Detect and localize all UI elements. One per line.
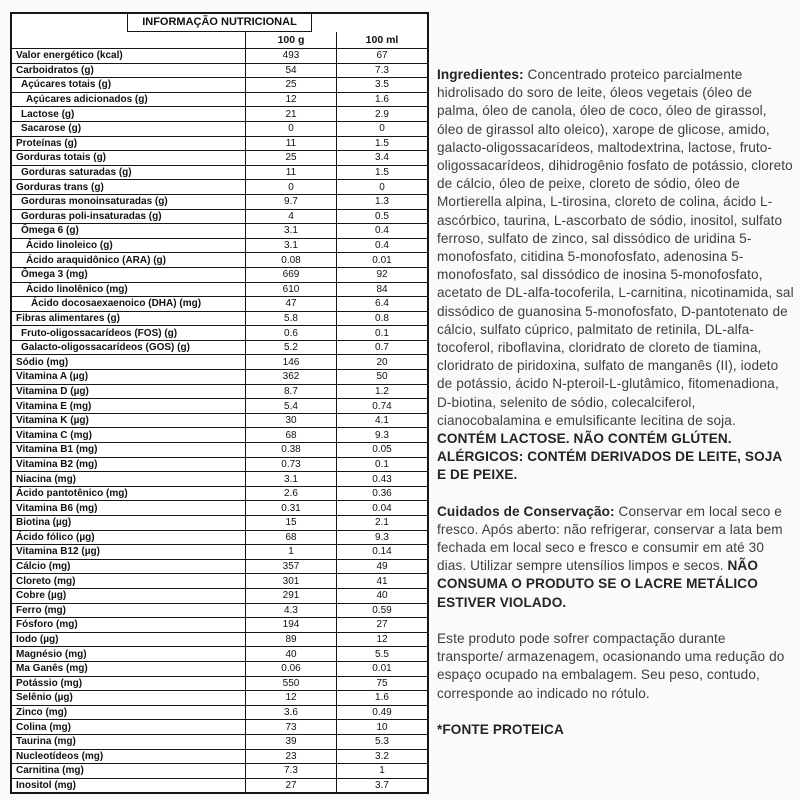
- value-100g: 493: [245, 49, 336, 63]
- table-row: [12, 369, 427, 384]
- value-100ml: 0.1: [336, 326, 427, 340]
- table-row: [12, 194, 427, 209]
- table-row: [12, 238, 427, 253]
- value-100g: 4: [245, 210, 336, 224]
- value-100ml: 0.1: [336, 458, 427, 472]
- value-100g: 362: [245, 370, 336, 384]
- table-row: [12, 48, 427, 63]
- row-label: Fruto-oligossacarídeos (FOS) (g): [21, 327, 178, 339]
- value-100g: 669: [245, 268, 336, 282]
- value-100ml: 10: [336, 720, 427, 734]
- column-header-empty: [12, 32, 245, 48]
- value-100ml: 5.3: [336, 735, 427, 749]
- table-row: [12, 603, 427, 618]
- table-row: [12, 661, 427, 676]
- value-100ml: 0.05: [336, 443, 427, 457]
- table-column-headers: [12, 32, 427, 48]
- row-label: Proteínas (g): [16, 137, 78, 149]
- value-100ml: 0.01: [336, 662, 427, 676]
- value-100ml: 1.2: [336, 385, 427, 399]
- value-100ml: 2.1: [336, 516, 427, 530]
- table-row: [12, 106, 427, 121]
- row-label: Ácido pantotênico (mg): [16, 488, 128, 500]
- value-100g: 47: [245, 297, 336, 311]
- value-100g: 0: [245, 122, 336, 136]
- value-100g: 0.6: [245, 326, 336, 340]
- value-100ml: 1: [336, 764, 427, 778]
- value-100ml: 9.3: [336, 531, 427, 545]
- value-100ml: 12: [336, 633, 427, 647]
- value-100ml: 49: [336, 560, 427, 574]
- value-100g: 146: [245, 355, 336, 369]
- value-100ml: 6.4: [336, 297, 427, 311]
- row-label: Vitamina B1 (mg): [16, 444, 98, 456]
- row-label: Biotina (µg): [16, 517, 72, 529]
- value-100g: 12: [245, 93, 336, 107]
- value-100g: 4.3: [245, 604, 336, 618]
- row-label: Ferro (mg): [16, 604, 66, 616]
- value-100g: 301: [245, 574, 336, 588]
- row-label: Ácido linolênico (mg): [26, 283, 128, 295]
- table-row: [12, 457, 427, 472]
- table-row: [12, 427, 427, 442]
- value-100ml: 1.5: [336, 166, 427, 180]
- row-label: Iodo (µg): [16, 634, 59, 646]
- table-row: [12, 530, 427, 545]
- value-100g: 23: [245, 750, 336, 764]
- value-100ml: 40: [336, 589, 427, 603]
- value-100ml: 0.8: [336, 312, 427, 326]
- value-100g: 9.7: [245, 195, 336, 209]
- value-100ml: 27: [336, 618, 427, 632]
- value-100ml: 0.36: [336, 487, 427, 501]
- value-100g: 25: [245, 151, 336, 165]
- table-row: [12, 165, 427, 180]
- value-100ml: 1.6: [336, 691, 427, 705]
- value-100ml: 3.7: [336, 779, 427, 793]
- value-100ml: 0.14: [336, 545, 427, 559]
- text-segment: *FONTE PROTEICA: [437, 721, 564, 737]
- row-label: Vitamina B6 (mg): [16, 502, 98, 514]
- value-100g: 68: [245, 428, 336, 442]
- row-label: Cobre (µg): [16, 590, 67, 602]
- table-row: [12, 588, 427, 603]
- value-100ml: 3.2: [336, 750, 427, 764]
- value-100ml: 20: [336, 355, 427, 369]
- value-100g: 194: [245, 618, 336, 632]
- table-row: [12, 223, 427, 238]
- value-100g: 0.73: [245, 458, 336, 472]
- table-row: [12, 705, 427, 720]
- table-row: [12, 500, 427, 515]
- value-100g: 54: [245, 64, 336, 78]
- row-label: Sódio (mg): [16, 356, 69, 368]
- value-100ml: 0.43: [336, 472, 427, 486]
- value-100ml: 0: [336, 122, 427, 136]
- value-100g: 3.6: [245, 706, 336, 720]
- row-label: Fibras alimentares (g): [16, 312, 120, 324]
- table-row: [12, 296, 427, 311]
- value-100ml: 84: [336, 283, 427, 297]
- table-title: INFORMAÇÃO NUTRICIONAL: [127, 14, 312, 32]
- row-label: Sacarose (g): [21, 123, 82, 135]
- table-row: [12, 763, 427, 778]
- value-100g: 8.7: [245, 385, 336, 399]
- value-100g: 68: [245, 531, 336, 545]
- value-100ml: 1.6: [336, 93, 427, 107]
- value-100g: 0.08: [245, 253, 336, 267]
- column-header-100g: 100 g: [245, 32, 336, 48]
- table-title-row: [12, 14, 427, 32]
- table-row: [12, 617, 427, 632]
- nutrition-rows: [12, 48, 427, 792]
- value-100g: 39: [245, 735, 336, 749]
- value-100g: 89: [245, 633, 336, 647]
- row-label: Cloreto (mg): [16, 575, 76, 587]
- table-row: [12, 92, 427, 107]
- conservation-paragraph: [437, 503, 794, 612]
- value-100ml: 4.1: [336, 414, 427, 428]
- table-row: [12, 632, 427, 647]
- value-100ml: 92: [336, 268, 427, 282]
- row-label: Vitamina B2 (mg): [16, 458, 98, 470]
- value-100ml: 5.5: [336, 647, 427, 661]
- value-100g: 291: [245, 589, 336, 603]
- row-label: Potássio (mg): [16, 677, 83, 689]
- value-100ml: 0.74: [336, 399, 427, 413]
- row-label: Ácido fólico (µg): [16, 531, 95, 543]
- value-100g: 12: [245, 691, 336, 705]
- value-100g: 27: [245, 779, 336, 793]
- table-row: [12, 778, 427, 793]
- row-label: Gorduras saturadas (g): [21, 167, 132, 179]
- value-100g: 30: [245, 414, 336, 428]
- value-100g: 357: [245, 560, 336, 574]
- value-100ml: 0.5: [336, 210, 427, 224]
- row-label: Vitamina A (µg): [16, 371, 89, 383]
- row-label: Nucleotídeos (mg): [16, 750, 104, 762]
- row-label: Valor energético (kcal): [16, 50, 123, 62]
- value-100ml: 0.01: [336, 253, 427, 267]
- row-label: Inositol (mg): [16, 779, 76, 791]
- protein-source-note: [437, 721, 794, 739]
- table-row: [12, 325, 427, 340]
- table-row: [12, 311, 427, 326]
- row-label: Colina (mg): [16, 721, 71, 733]
- row-label: Vitamina E (mg): [16, 400, 92, 412]
- value-100g: 550: [245, 677, 336, 691]
- row-label: Selênio (µg): [16, 692, 73, 704]
- value-100g: 15: [245, 516, 336, 530]
- value-100g: 0.06: [245, 662, 336, 676]
- table-row: [12, 486, 427, 501]
- table-row: [12, 209, 427, 224]
- value-100g: 3.1: [245, 239, 336, 253]
- text-segment: Conservar em local seco e fresco. Após aberto: não refrigerar, conservar a lata bem fechada em local seco e fresco e consumir em até 30 dias. Utilizar sempre utensílios limpos e secos.: [437, 503, 783, 574]
- table-row: [12, 179, 427, 194]
- value-100g: 40: [245, 647, 336, 661]
- value-100g: 3.1: [245, 224, 336, 238]
- row-label: Magnésio (mg): [16, 648, 87, 660]
- value-100g: 2.6: [245, 487, 336, 501]
- value-100ml: 3.4: [336, 151, 427, 165]
- table-row: [12, 384, 427, 399]
- value-100ml: 0.04: [336, 501, 427, 515]
- table-row: [12, 282, 427, 297]
- column-header-100ml: 100 ml: [336, 32, 427, 48]
- table-row: [12, 471, 427, 486]
- table-row: [12, 749, 427, 764]
- row-label: Fósforo (mg): [16, 619, 78, 631]
- row-label: Vitamina C (mg): [16, 429, 92, 441]
- table-row: [12, 646, 427, 661]
- row-label: Vitamina B12 (µg): [16, 546, 100, 558]
- nutrition-table: [10, 12, 429, 794]
- value-100ml: 0.59: [336, 604, 427, 618]
- row-label: Açúcares totais (g): [21, 79, 112, 91]
- ingredients-paragraph: [437, 66, 794, 485]
- text-segment: Ingredientes:: [437, 67, 528, 82]
- table-row: [12, 398, 427, 413]
- row-label: Niacina (mg): [16, 473, 77, 485]
- row-label: Cálcio (mg): [16, 561, 71, 573]
- table-row: [12, 340, 427, 355]
- row-label: Açúcares adicionados (g): [26, 94, 148, 106]
- value-100ml: 3.5: [336, 78, 427, 92]
- value-100g: 73: [245, 720, 336, 734]
- value-100ml: 1.5: [336, 137, 427, 151]
- table-row: [12, 77, 427, 92]
- row-label: Carnitina (mg): [16, 765, 84, 777]
- table-row: [12, 690, 427, 705]
- value-100g: 5.4: [245, 399, 336, 413]
- text-segment: Cuidados de Conservação:: [437, 503, 619, 519]
- value-100g: 0.38: [245, 443, 336, 457]
- row-label: Ácido docosaexaenoico (DHA) (mg): [31, 298, 202, 310]
- value-100ml: 0.4: [336, 239, 427, 253]
- value-100g: 5.8: [245, 312, 336, 326]
- table-row: [12, 719, 427, 734]
- value-100ml: 0.49: [336, 706, 427, 720]
- value-100g: 7.3: [245, 764, 336, 778]
- table-row: [12, 559, 427, 574]
- row-label: Ma Ganês (mg): [16, 663, 88, 675]
- table-row: [12, 136, 427, 151]
- compaction-paragraph: [437, 630, 794, 703]
- row-label: Gorduras trans (g): [16, 181, 104, 193]
- table-row: [12, 734, 427, 749]
- value-100ml: 67: [336, 49, 427, 63]
- table-row: [12, 573, 427, 588]
- row-label: Vitamina K (µg): [16, 415, 89, 427]
- row-label: Ácido araquidônico (ARA) (g): [26, 254, 166, 266]
- text-segment: CONTÉM LACTOSE. NÃO CONTÉM GLÚTEN. ALÉRGICOS: CONTÉM DERIVADOS DE LEITE, SOJA E DE PEIXE.: [437, 431, 782, 483]
- text-segment: NÃO CONSUMA O PRODUTO SE O LACRE METÁLICO ESTIVER VIOLADO.: [437, 558, 758, 610]
- row-label: Ômega 6 (g): [21, 225, 79, 237]
- value-100g: 610: [245, 283, 336, 297]
- table-row: [12, 150, 427, 165]
- value-100ml: 1.3: [336, 195, 427, 209]
- text-segment: Este produto pode sofrer compactação durante transporte/ armazenagem, ocasionando uma redução do espaço ocupado na embalagem. Seu peso, contudo, corresponde ao indicado no rótulo.: [437, 630, 785, 701]
- value-100g: 11: [245, 166, 336, 180]
- value-100g: 1: [245, 545, 336, 559]
- table-row: [12, 63, 427, 78]
- value-100g: 11: [245, 137, 336, 151]
- text-segment: Concentrado proteico parcialmente hidrolisado do soro de leite, óleos vegetais (óleo de palma, óleo de canola, óleo de coco, óleo de girassol, óleo de girassol alto oleico), xarope de glicose, amido, galacto-oligossacarídeos, maltodextrina, lactose, fruto-oligossacarídeos, dihidrogênio fosfato de potássio, cloreto de cálcio, óleo de peixe, cloreto de sódio, óleo de Mortierella alpina, L-tirosina, cloreto de colina, ácido L-ascórbico, taurina, L-ascorbato de sódio, inositol, sulfato ferroso, sulfato de zinco, sal dissódico de uridina 5-monofosfato, citidina 5-monofosfato, adenosina 5-monofosfato, sal dissódico de inosina 5-monofosfato, acetato de DL-alfa-tocoferila, L-carnitina, nicotinamida, sal dissódico de guanosina 5-monofosfato, D-pantotenato de cálcio, sulfato cúprico, palmitato de retinila, DL-alfa-tocoferol, riboflavina, cloridrato de cloreto de tiamina, cloridrato de piridoxina, sulfato de manganês (II), iodeto de potássio, ácido N-pteroil-L-glutâmico, fitomenadiona, D-biotina, selenito de sódio, colecalciferol, cianocobalamina e emulsificante lecitina de soja.: [437, 67, 794, 428]
- row-label: Galacto-oligossacarídeos (GOS) (g): [21, 342, 190, 354]
- value-100ml: 0: [336, 180, 427, 194]
- value-100ml: 7.3: [336, 64, 427, 78]
- table-row: [12, 515, 427, 530]
- row-label: Gorduras poli-insaturadas (g): [21, 210, 162, 222]
- value-100ml: 0.4: [336, 224, 427, 238]
- row-label: Vitamina D (µg): [16, 385, 89, 397]
- value-100ml: 75: [336, 677, 427, 691]
- table-row: [12, 413, 427, 428]
- info-panel: [437, 66, 794, 757]
- value-100ml: 9.3: [336, 428, 427, 442]
- row-label: Ácido linoleico (g): [26, 240, 113, 252]
- row-label: Lactose (g): [21, 108, 75, 120]
- table-row: [12, 267, 427, 282]
- value-100g: 3.1: [245, 472, 336, 486]
- row-label: Zinco (mg): [16, 707, 68, 719]
- value-100ml: 0.7: [336, 341, 427, 355]
- table-row: [12, 442, 427, 457]
- table-row: [12, 676, 427, 691]
- value-100g: 0.31: [245, 501, 336, 515]
- value-100ml: 50: [336, 370, 427, 384]
- row-label: Carboidratos (g): [16, 64, 94, 76]
- row-label: Gorduras monoinsaturadas (g): [21, 196, 168, 208]
- table-row: [12, 121, 427, 136]
- table-row: [12, 252, 427, 267]
- row-label: Gorduras totais (g): [16, 152, 107, 164]
- row-label: Taurina (mg): [16, 736, 76, 748]
- value-100g: 0: [245, 180, 336, 194]
- value-100g: 21: [245, 107, 336, 121]
- value-100ml: 41: [336, 574, 427, 588]
- value-100g: 25: [245, 78, 336, 92]
- value-100ml: 2.9: [336, 107, 427, 121]
- value-100g: 5.2: [245, 341, 336, 355]
- table-row: [12, 354, 427, 369]
- row-label: Ômega 3 (mg): [21, 269, 88, 281]
- table-row: [12, 544, 427, 559]
